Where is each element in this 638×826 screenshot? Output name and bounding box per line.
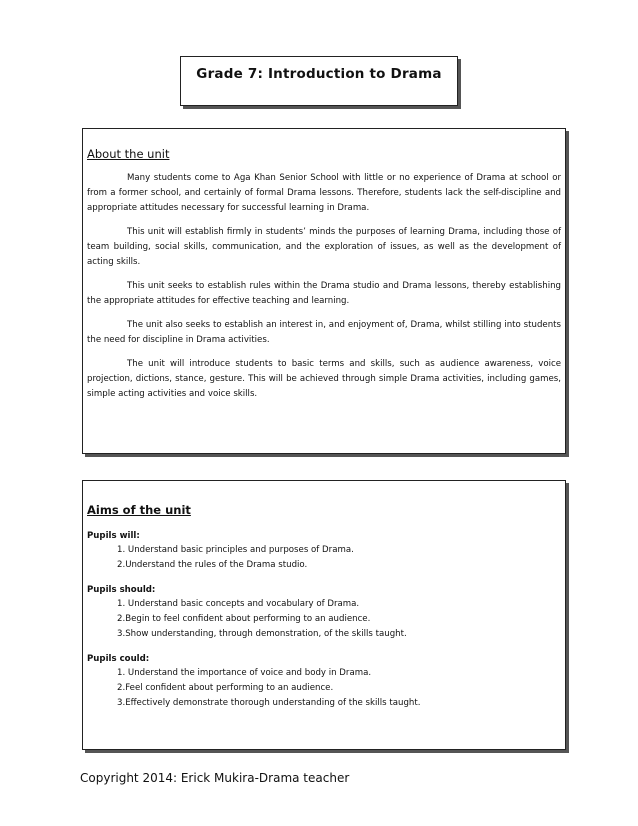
about-unit-heading: About the unit <box>87 147 170 161</box>
aims-list-item: 2.Understand the rules of the Drama studio. <box>117 560 308 570</box>
aims-group-label: Pupils will: <box>87 531 140 541</box>
aims-group-will <box>87 529 561 573</box>
about-paragraph-5: The unit will introduce students to basic terms and skills, such as audience awareness, voice projection, dictions, stance, gesture. This will be achieved through simple Drama activities, including games, simple acting activities and voice skills. <box>87 359 561 399</box>
about-paragraph-2: This unit will establish firmly in students’ minds the purposes of learning Drama, including those of team building, social skills, communication, and the exploration of issues, as well as the development of acting skills. <box>87 227 561 267</box>
aims-list-item: 2.Feel confident about performing to an audience. <box>117 683 334 693</box>
aims-group-label: Pupils could: <box>87 654 150 664</box>
title-box <box>180 56 458 106</box>
aims-list-item: 3.Show understanding, through demonstration, of the skills taught. <box>117 629 407 639</box>
aims-list-item: 1. Understand basic principles and purposes of Drama. <box>117 545 354 555</box>
aims-list-item: 2.Begin to feel confident about performing to an audience. <box>117 614 371 624</box>
aims-list-item: 1. Understand basic concepts and vocabulary of Drama. <box>117 599 360 609</box>
copyright-footer: Copyright 2014: Erick Mukira-Drama teacher <box>80 771 350 785</box>
aims-unit-panel <box>82 480 566 750</box>
about-paragraph-1: Many students come to Aga Khan Senior School with little or no experience of Drama at school or from a former school, and certainly of formal Drama lessons. Therefore, students lack the self-discipline and appropriate attitudes necessary for successful learning in Drama. <box>87 173 561 213</box>
about-paragraph-3: This unit seeks to establish rules within the Drama studio and Drama lessons, thereby establishing the appropriate attitudes for effective teaching and learning. <box>87 281 561 306</box>
page-title: Grade 7: Introduction to Drama <box>196 66 442 82</box>
aims-unit-heading: Aims of the unit <box>87 503 191 517</box>
aims-group-label: Pupils should: <box>87 585 156 595</box>
about-unit-panel <box>82 128 566 454</box>
aims-group-could <box>87 652 561 711</box>
about-paragraph-4: The unit also seeks to establish an interest in, and enjoyment of, Drama, whilst stilling into students the need for discipline in Drama activities. <box>87 320 561 345</box>
aims-group-should <box>87 583 561 642</box>
aims-list-item: 3.Effectively demonstrate thorough understanding of the skills taught. <box>117 698 421 708</box>
aims-list-item: 1. Understand the importance of voice and body in Drama. <box>117 668 372 678</box>
